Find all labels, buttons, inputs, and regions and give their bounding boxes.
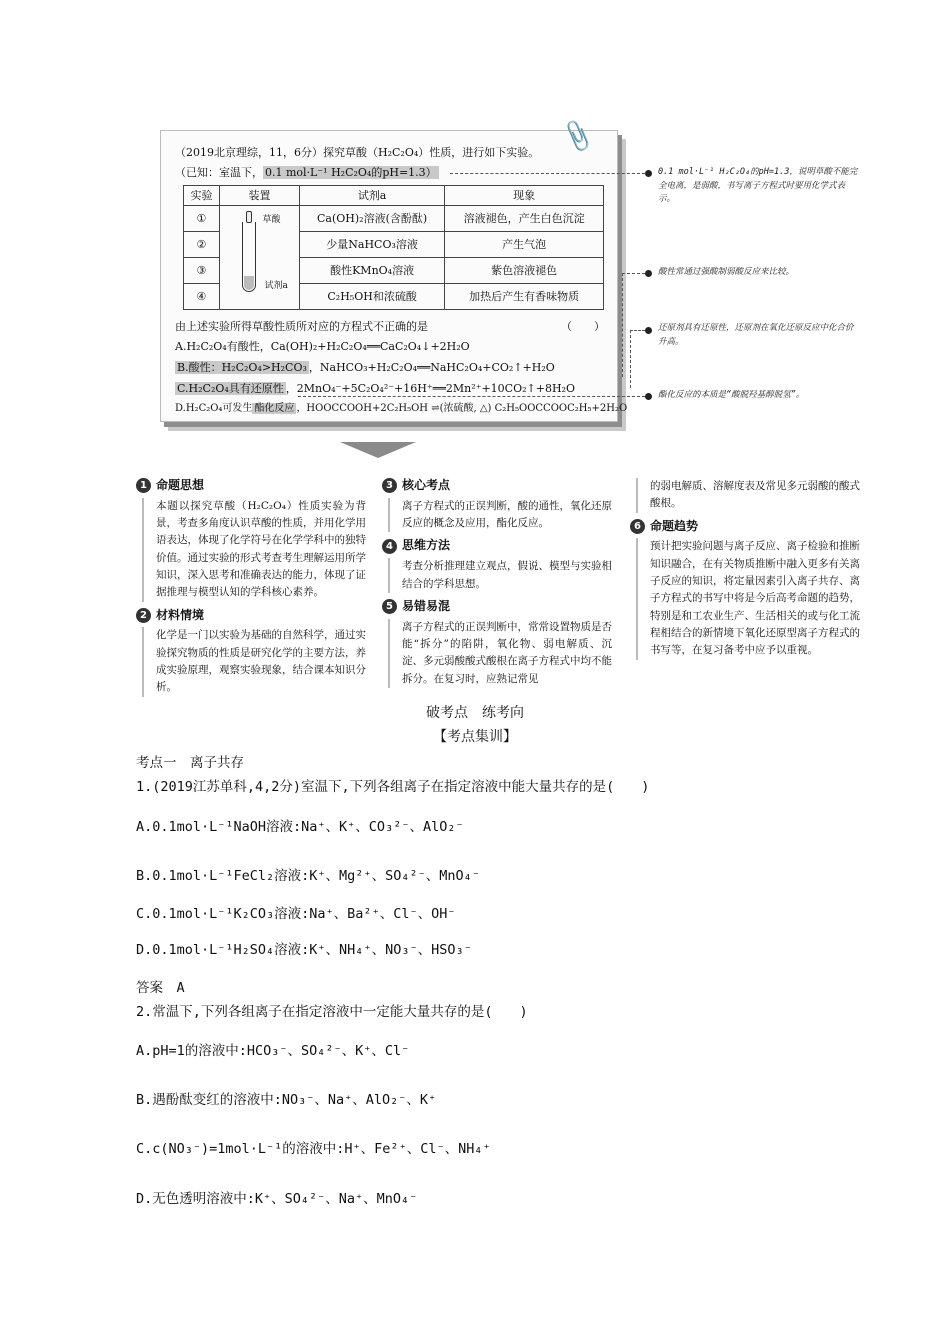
bullet-dot-icon [645, 327, 652, 334]
number-2-icon: 2 [136, 608, 151, 623]
bullet-dot-icon [645, 393, 652, 400]
number-3-icon: 3 [382, 478, 397, 493]
connector-line [298, 396, 645, 397]
dropper-icon [246, 211, 252, 223]
paperclip-icon: 📎 [559, 118, 597, 154]
section-subheading: 【考点集训】 [433, 729, 517, 745]
card-option-a: A.H₂C₂O₄有酸性，Ca(OH)₂+H₂C₂O₄══CaC₂O₄↓+2H₂O [175, 340, 470, 353]
experiment-table [183, 185, 604, 310]
topic-title: 考点一 离子共存 [136, 755, 244, 771]
connector-line [622, 273, 623, 377]
annotation-2: 酸性常通过强酸制弱酸反应来比较。 [658, 267, 795, 277]
bullet-dot-icon [645, 170, 652, 177]
card-title: （2019北京理综，11，6分）探究草酸（H₂C₂O₄）性质，进行如下实验。 [175, 146, 540, 159]
analysis-column-1: 1 命题思想 本题以探究草酸（H₂C₂O₄）性质实验为背景，考查多角度认识草酸的性质，并用化学用语表达，体现了化学符号在化学学科中的独特价值。通过实验的形式考查考生理解运用所学知识，深入思考和准确表达的能力，体现了证据推理与模型认知的学科核心素养。 2 材料情境 化学是一门以实验为基础的自然科学，通过实验探究物质的性质是研究化学的主要方法，养成实验原理，观察实验现象，结合课本知识分析。 [136, 476, 366, 701]
q2-option-d: D.无色透明溶液中:K⁺、SO₄²⁻、Na⁺、MnO₄⁻ [136, 1191, 418, 1207]
analysis-column-2: 3 核心考点 离子方程式的正误判断，酸的通性，氧化还原反应的概念及应用，酯化反应。 4 思维方法 考查分析推理建立观点，假说、模型与实验相结合的学科思想。 5 易错易混 离子方程式的正误判断中，常常设置物质是否能“拆分”的陷阱，氧化物、弱电解质、沉淀、多元弱酸酸式酸根在离子方程式中均不能拆分。在复习时，应熟记常见 [382, 476, 612, 692]
card-option-b: B.酸性：H₂C₂O₄>H₂CO₃ ，NaHCO₃+H₂C₂O₄══NaHC₂O₄+CO₂↑+H₂O [177, 361, 555, 374]
table-row: ③ 酸性KMnO₄溶液 紫色溶液褪色 [184, 258, 604, 284]
bullet-dot-icon [645, 270, 652, 277]
number-4-icon: 4 [382, 539, 397, 554]
q1-option-a: A.0.1mol·L⁻¹NaOH溶液:Na⁺、K⁺、CO₃²⁻、AlO₂⁻ [136, 819, 464, 835]
connector-line [450, 173, 645, 174]
q1-option-c: C.0.1mol·L⁻¹K₂CO₃溶液:Na⁺、Ba²⁺、Cl⁻、OH⁻ [136, 906, 456, 922]
card-option-d: D.H₂C₂O₄可发生 酯化反应 ，HOOCCOOH+2C₂H₅OH ⇌(浓硫酸, △) C₂H₅OOCCOOC₂H₅+2H₂O [175, 403, 628, 414]
card-question: 由上述实验所得草酸性质所对应的方程式不正确的是 （ ） [175, 320, 605, 333]
q2-option-a: A.pH=1的溶液中:HCO₃⁻、SO₄²⁻、K⁺、Cl⁻ [136, 1043, 410, 1059]
q1-option-b: B.0.1mol·L⁻¹FeCl₂溶液:K⁺、Mg²⁺、SO₄²⁻、MnO₄⁻ [136, 868, 480, 884]
section-heading: 破考点 练考向 [426, 705, 524, 721]
table-row: ① 草酸 试剂a Ca(OH)₂溶液(含酚酞) 溶液褪色，产生白色沉淀 [184, 206, 604, 232]
annotation-3: 还原剂具有还原性，还原剂在氧化还原反应中化合价升高。 [658, 323, 854, 347]
q2-option-b: B.遇酚酞变红的溶液中:NO₃⁻、Na⁺、AlO₂⁻、K⁺ [136, 1092, 437, 1108]
question-1: 1.(2019江苏单科,4,2分)室温下,下列各组离子在指定溶液中能大量共存的是( ) [136, 779, 650, 795]
connector-line [630, 330, 631, 388]
test-tube-diagram: 草酸 试剂a [222, 208, 296, 308]
table-row: ② 少量NaHCO₃溶液 产生气泡 [184, 232, 604, 258]
apparatus-cell [219, 206, 299, 310]
number-1-icon: 1 [136, 478, 151, 493]
down-arrow-icon [340, 442, 416, 458]
analysis-column-3: 的弱电解质、溶解度表及常见多元弱酸的酸式酸根。 6 命题趋势 预计把实验问题与离子反应、离子检验和推断知识融合，在有关物质推断中融入更多有关离子反应的知识，将定量因素引入离子共存、离子方程式的书写中将是今后高考命题的趋势，特别是和工农业生产、生活相关的或与化工流程相结合的新情境下氧化还原型离子方程式的书写等，在复习备考中应予以重视。 [630, 476, 860, 664]
number-5-icon: 5 [382, 599, 397, 614]
answer-line: 答案 A [136, 980, 185, 996]
card-given: （已知：室温下， 0.1 mol·L⁻¹ H₂C₂O₄的pH=1.3） [175, 166, 437, 179]
table-row: ④ C₂H₅OH和浓硫酸 加热后产生有香味物质 [184, 284, 604, 310]
given-highlight: 0.1 mol·L⁻¹ H₂C₂O₄的pH=1.3） [265, 166, 437, 179]
section-2-body: 化学是一门以实验为基础的自然科学，通过实验探究物质的性质是研究化学的主要方法，养成实验原理，观察实验现象，结合课本知识分析。 [142, 627, 366, 696]
table-header-row: 实验 装置 试剂a 现象 [184, 186, 604, 206]
card-option-c: C.H₂C₂O₄具有还原性 ，2MnO₄⁻+5C₂O₄²⁻+16H⁺══2Mn²⁺+10CO₂↑+8H₂O [177, 382, 575, 395]
question-2: 2.常温下,下列各组离子在指定溶液中一定能大量共存的是( ) [136, 1004, 528, 1020]
annotation-4: 酯化反应的本质是“酸脱羟基醇脱氢”。 [658, 390, 805, 400]
connector-line [630, 330, 645, 331]
q1-option-d: D.0.1mol·L⁻¹H₂SO₄溶液:K⁺、NH₄⁺、NO₃⁻、HSO₃⁻ [136, 942, 472, 958]
number-6-icon: 6 [630, 519, 645, 534]
annotation-1: 0.1 mol·L⁻¹ H₂C₂O₄的pH=1.3，说明草酸不能完全电离，是弱酸，书写离子方程式时要用化学式表示。 [658, 167, 858, 205]
q2-option-c: C.c(NO₃⁻)=1mol·L⁻¹的溶液中:H⁺、Fe²⁺、Cl⁻、NH₄⁺ [136, 1141, 491, 1157]
connector-line [622, 273, 645, 274]
